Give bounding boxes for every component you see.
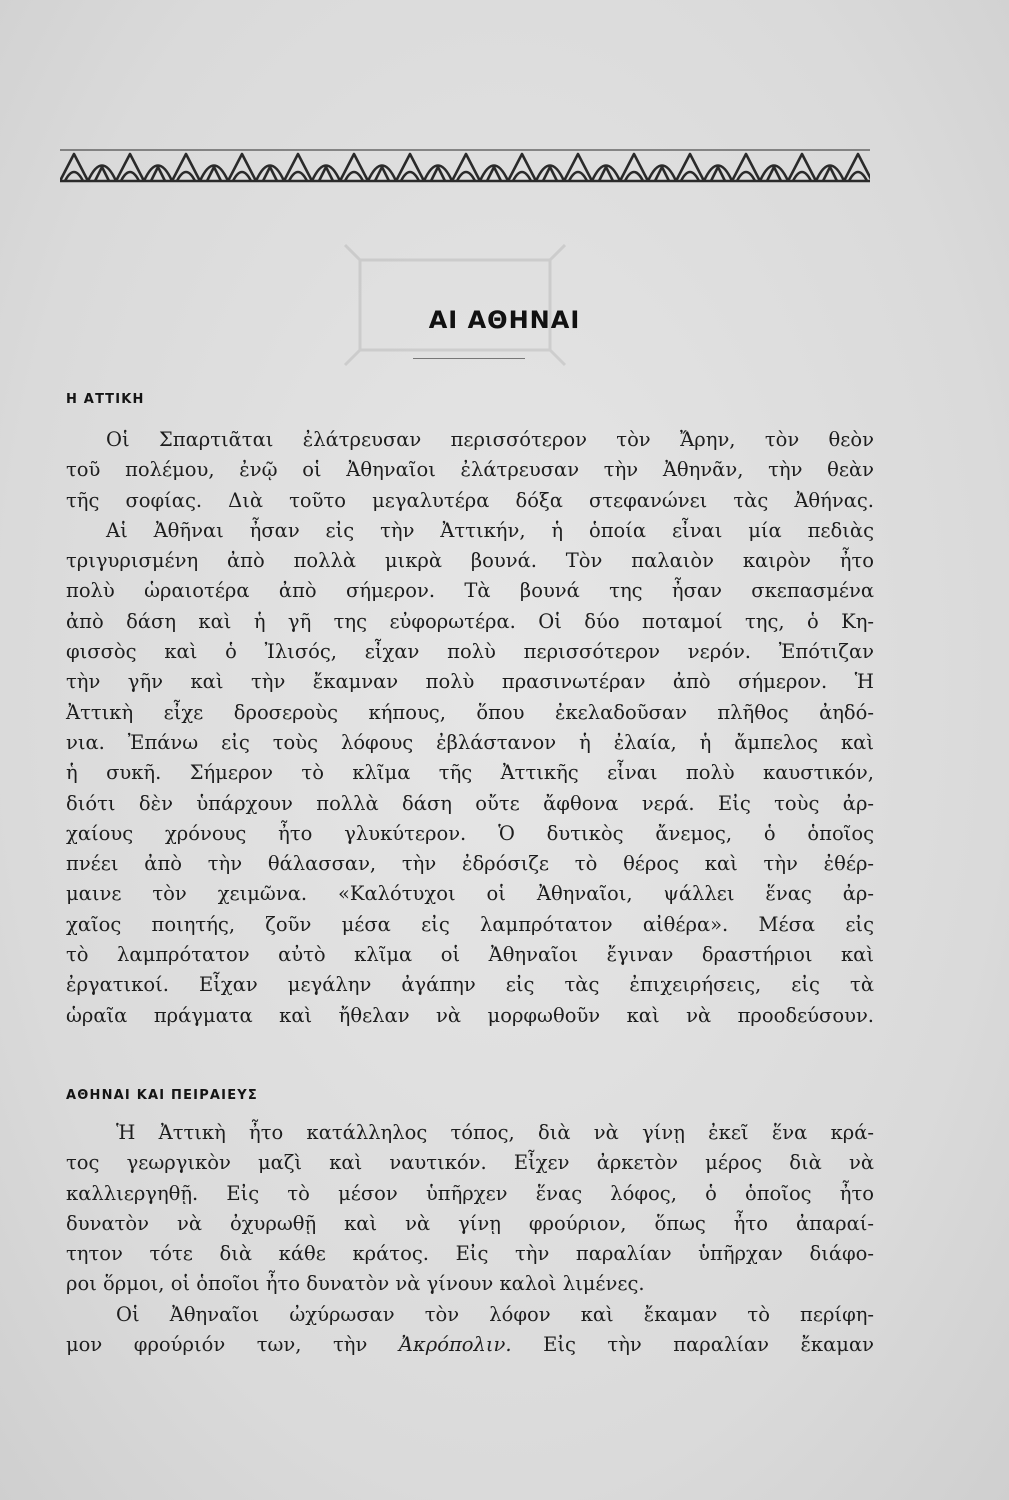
page-title: ΑΙ ΑΘΗΝΑΙ xyxy=(428,306,581,334)
section-heading-athinai-peiraieus: ΑΘΗΝΑΙ ΚΑΙ ΠΕΙΡΑΙΕΥΣ xyxy=(66,1088,258,1103)
text-line: τριγυρισμένη ἀπὸ πολλὰ μικρὰ βουνά. Τὸν παλαιὸν καιρὸν ἦτο xyxy=(66,549,874,573)
ornament-motif xyxy=(620,154,676,181)
ornament-motif xyxy=(788,154,844,181)
text-line: δυνατὸν νὰ ὀχυρωθῇ καὶ νὰ γίνῃ φρούριον, ὅπως ἦτο ἀπαραί- xyxy=(66,1211,874,1235)
text-line: Ἀττικὴ εἶχε δροσεροὺς κήπους, ὅπου ἐκελαδοῦσαν πλῆθος ἀηδό- xyxy=(66,700,874,724)
text-line: ἐργατικοί. Εἶχαν μεγάλην ἀγάπην εἰς τὰς ἐπιχειρήσεις, εἰς τὰ xyxy=(66,973,874,997)
ornament-motif xyxy=(508,154,564,181)
text-line: ἀπὸ δάση καὶ ἡ γῆ της εὐφορωτέρα. Οἱ δύο ποταμοί της, ὁ Κη- xyxy=(66,609,874,633)
text-line: νια. Ἐπάνω εἰς τοὺς λόφους ἐβλάστανον ἡ ἐλαία, ἡ ἄμπελος καὶ xyxy=(66,730,874,754)
text-line: τὴν γῆν καὶ τὴν ἔκαμναν πολὺ πρασινωτέραν ἀπὸ σήμερον. Ἡ xyxy=(66,670,874,694)
text-line: πολὺ ὡραιοτέρα ἀπὸ σήμερον. Τὰ βουνά της ἦσαν σκεπασμένα xyxy=(66,579,874,603)
text-line: Ἡ Ἀττικὴ ἦτο κατάλληλος τόπος, διὰ νὰ γίνῃ ἐκεῖ ἕνα κρά- xyxy=(116,1121,874,1144)
section-body-athinai-peiraieus xyxy=(66,1118,874,1360)
ornament-motif xyxy=(452,154,508,181)
bleed-through-mark xyxy=(340,240,570,370)
text-line: ἡ συκῆ. Σήμερον τὸ κλῖμα τῆς Ἀττικῆς εἶναι πολὺ καυστικόν, xyxy=(66,761,874,785)
text-line: τὸ λαμπρότατον αὐτὸ κλῖμα οἱ Ἀθηναῖοι ἔγιναν δραστήριοι καὶ xyxy=(66,943,874,967)
ornament-motif xyxy=(228,154,284,181)
section-heading-attiki: Η ΑΤΤΙΚΗ xyxy=(66,392,145,407)
text-line: τοῦ πολέμου, ἐνῷ οἱ Ἀθηναῖοι ἐλάτρευσαν τὴν Ἀθηνᾶν, τὴν θεὰν xyxy=(66,458,874,482)
ornament-motif xyxy=(564,154,620,181)
text-line: φισσὸς καὶ ὁ Ἰλισός, εἶχαν πολὺ περισσότερον νερόν. Ἐπότιζαν xyxy=(66,640,874,664)
text-line: τητον τότε διὰ κάθε κράτος. Εἰς τὴν παραλίαν ὑπῆρχαν διάφο- xyxy=(66,1242,874,1266)
section-body-attiki xyxy=(66,425,874,1031)
ornament-motif xyxy=(340,154,396,181)
text-line: Οἱ Σπαρτιᾶται ἐλάτρευσαν περισσότερον τὸν Ἄρην, τὸν θεὸν xyxy=(106,428,874,451)
ornament-motif xyxy=(732,154,788,181)
text-line: ροι ὅρμοι, οἱ ὁποῖοι ἦτο δυνατὸν νὰ γίνουν καλοὶ λιμένες. xyxy=(66,1272,645,1296)
ornament-motif xyxy=(60,154,116,181)
title-divider xyxy=(413,358,525,359)
ornament-motif xyxy=(396,154,452,181)
text-line: χαίους χρόνους ἦτο γλυκύτερον. Ὁ δυτικὸς ἄνεμος, ὁ ὁποῖος xyxy=(66,821,874,845)
decorative-border-band xyxy=(60,148,870,184)
ornament-motif xyxy=(116,154,172,181)
ornament-motif xyxy=(172,154,228,181)
text-line: καλλιεργηθῇ. Εἰς τὸ μέσον ὑπῆρχεν ἕνας λόφος, ὁ ὁποῖος ἦτο xyxy=(66,1181,874,1205)
text-line: Αἱ Ἀθῆναι ἦσαν εἰς τὴν Ἀττικήν, ἡ ὁποία εἶναι μία πεδιὰς xyxy=(106,518,874,542)
text-line-mixed xyxy=(66,1330,874,1360)
text-line: τῆς σοφίας. Διὰ τοῦτο μεγαλυτέρα δόξα στεφανώνει τὰς Ἀθήνας. xyxy=(66,488,874,512)
text-fragment: μον φρούριόν των, τὴν xyxy=(66,1333,368,1357)
text-line: Οἱ Ἀθηναῖοι ὠχύρωσαν τὸν λόφον καὶ ἔκαμαν τὸ περίφη- xyxy=(116,1302,874,1326)
ornament-motif xyxy=(844,154,870,181)
text-line: χαῖος ποιητής, ζοῦν μέσα εἰς λαμπρότατον αἰθέρα». Μέσα εἰς xyxy=(66,912,874,936)
ornament-motif xyxy=(284,154,340,181)
text-line: διότι δὲν ὑπάρχουν πολλὰ δάση οὔτε ἄφθονα νερά. Εἰς τοὺς ἀρ- xyxy=(66,791,874,815)
text-line: πνέει ἀπὸ τὴν θάλασσαν, τὴν ἐδρόσιζε τὸ θέρος καὶ τὴν ἐθέρ- xyxy=(66,852,874,876)
text-line: μαινε τὸν χειμῶνα. «Καλότυχοι οἱ Ἀθηναῖοι, ψάλλει ἕνας ἀρ- xyxy=(66,882,874,906)
text-fragment: Εἰς τὴν παραλίαν ἔκαμαν xyxy=(543,1333,874,1357)
text-fragment-italic: Ἀκρόπολιν. xyxy=(398,1333,512,1357)
text-line: ὡραῖα πράγματα καὶ ἤθελαν νὰ μορφωθοῦν καὶ νὰ προοδεύσουν. xyxy=(66,1003,874,1027)
ornament-motif xyxy=(676,154,732,181)
text-line: τος γεωργικὸν μαζὶ καὶ ναυτικόν. Εἶχεν ἀρκετὸν μέρος διὰ νὰ xyxy=(66,1151,874,1175)
